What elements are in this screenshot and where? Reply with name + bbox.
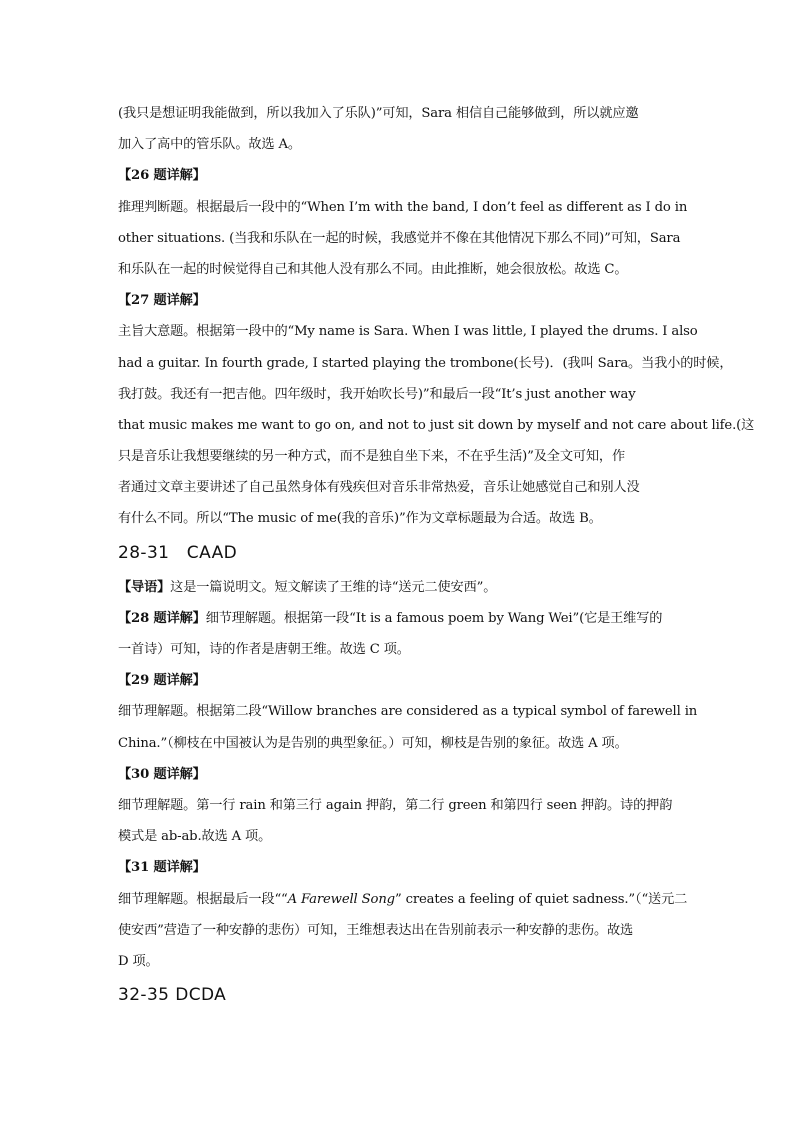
q27-text-line: 只是音乐让我想要继续的另一种方式，而不是独自坐下来，不在乎生活)”及全文可知，作 — [118, 449, 626, 465]
q28-text: 细节理解题。根据第一段“It is a famous poem by Wang Wei”(它是王维写的 — [205, 610, 663, 626]
q31-poem-title: A Farewell Song — [287, 891, 395, 907]
q26-text-line: 和乐队在一起的时候觉得自己和其他人没有那么不同。由此推断，她会很放松。故选 C。 — [118, 261, 628, 277]
q31-text-pre: 细节理解题。根据最后一段““ — [118, 891, 288, 907]
q27-text-line: had a guitar. In fourth grade, I started playing the trombone(长号)．(我叫 Sara。当我小的时候， — [118, 355, 733, 371]
q28-text-line: 一首诗）可知，诗的作者是唐朝王维。故选 C 项。 — [118, 642, 410, 657]
q31-text-line — [118, 884, 688, 915]
q27-heading: 【27 题详解】 — [118, 293, 206, 309]
intro-line — [118, 572, 678, 603]
q31-text-line: D 项。 — [118, 953, 159, 969]
q29-text-line: China.”（柳枝在中国被认为是告别的典型象征。）可知，柳枝是告别的象征。故选 A 项。 — [118, 735, 628, 751]
q26-text-line: 推理判断题。根据最后一段中的“When I’m with the band, I don’t feel as different as I do in — [118, 199, 688, 215]
text-line: (我只是想证明我能做到，所以我加入了乐队)”可知，Sara 相信自己能够做到，所以就应邀 — [118, 106, 639, 121]
section-title-32-35: 32-35 DCDA — [118, 985, 227, 1006]
q30-text-line: 模式是 ab-ab.故选 A 项。 — [118, 829, 272, 845]
q27-text-line: 主旨大意题。根据第一段中的“My name is Sara. When I was little, I played the drums. I also — [118, 324, 698, 340]
intro-label: 【导语】 — [118, 579, 171, 595]
q26-text-line: other situations. (当我和乐队在一起的时候，我感觉并不像在其他情况下那么不同)”可知，Sara — [118, 230, 681, 246]
q31-text-line: 使安西”营造了一种安静的悲伤）可知，王维想表达出在告别前表示一种安静的悲伤。故选 — [118, 922, 634, 938]
q31-heading: 【31 题详解】 — [118, 860, 206, 876]
text-line: 加入了高中的管乐队。故选 A。 — [118, 137, 301, 153]
q28-label: 【28 题详解】 — [118, 610, 206, 626]
section-title-28-31: 28-31 CAAD — [118, 542, 238, 563]
q29-text-line: 细节理解题。根据第二段“Willow branches are considered as a typical symbol of farewell in — [118, 704, 698, 720]
q29-heading: 【29 题详解】 — [118, 673, 206, 689]
q27-text-line: that music makes me want to go on, and not to just sit down by myself and not care about life.(这 — [118, 417, 755, 433]
q27-text-line: 我打鼓。我还有一把吉他。四年级时，我开始吹长号)”和最后一段“It’s just another way — [118, 386, 636, 402]
q27-text-line: 有什么不同。所以“The music of me(我的音乐)”作为文章标题最为合适。故选 B。 — [118, 511, 602, 527]
q26-heading: 【26 题详解】 — [118, 168, 206, 184]
q30-heading: 【30 题详解】 — [118, 766, 206, 782]
q30-text-line: 细节理解题。第一行 rain 和第三行 again 押韵，第二行 green 和第四行 seen 押韵。诗的押韵 — [118, 797, 673, 813]
q31-text-post: ” creates a feeling of quiet sadness.”（“送元二 — [394, 891, 688, 907]
q27-text-line: 者通过文章主要讲述了自己虽然身体有残疾但对音乐非常热爱，音乐让她感觉自己和别人没 — [118, 480, 640, 496]
q28-line — [118, 603, 678, 634]
intro-text: 这是一篇说明文。短文解读了王维的诗“送元二使安西”。 — [170, 579, 497, 595]
document-page — [118, 98, 755, 1014]
